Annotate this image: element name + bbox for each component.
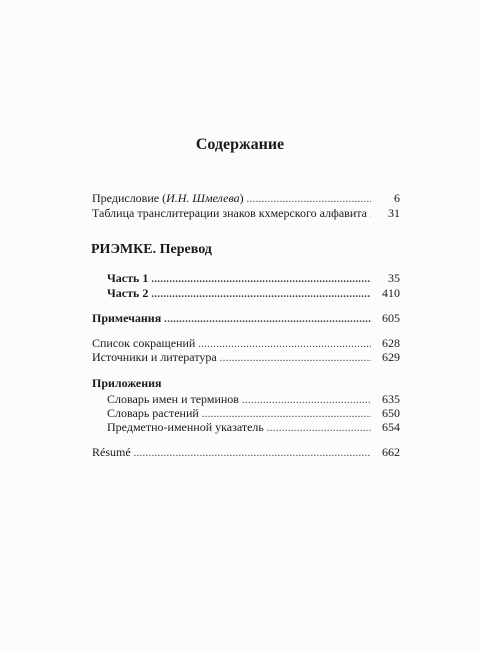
toc-entry-label: Часть 2 [107,286,149,300]
toc-entry-label: Предисловие (И.Н. Шмелева) [92,191,244,205]
toc-page-number: 605 [382,311,400,325]
section-heading-translation: РИЭМКЕ. Перевод [91,242,212,257]
toc-entry-label: Словарь имен и терминов [107,392,239,406]
toc-entry-label: Часть 1 [107,271,149,285]
toc-entry-label: Словарь растений [107,406,199,420]
toc-entry-label: Предметно-именной указатель [107,420,264,434]
section-heading-appendices: Приложения [92,376,162,390]
toc-entry-label: Résumé [92,445,131,459]
leader-dots [134,446,371,462]
toc-page-number: 6 [394,191,400,205]
toc-page-number: 650 [382,406,400,420]
toc-entry-index [107,419,400,435]
toc-entry-part-2 [107,285,400,301]
leader-dots [151,287,371,303]
leader-dots [164,312,371,328]
toc-page-number: 654 [382,420,400,434]
toc-page-number: 410 [382,286,400,300]
toc-page-number: 628 [382,336,400,350]
toc-entry-preface [92,190,400,206]
toc-entry-label: Источники и литература [92,350,217,364]
toc-entry-resume [92,444,400,460]
toc-page-number: 635 [382,392,400,406]
toc-page-number: 629 [382,350,400,364]
toc-entry-notes [92,310,400,326]
toc-page-number: 31 [388,206,400,220]
toc-page-number: 35 [388,271,400,285]
leader-dots [370,207,371,223]
toc-page-number: 662 [382,445,400,459]
leader-dots [267,421,371,437]
leader-dots [220,351,371,367]
toc-entry-sources [92,349,400,365]
page-title: Содержание [195,136,285,153]
toc-entry-label: Список сокращений [92,336,196,350]
toc-entry-transliteration [92,205,400,221]
toc-entry-label: Таблица транслитерации знаков кхмерского алфавита [92,206,367,220]
toc-entry-part-1 [107,270,400,286]
toc-entry-label: Примечания [92,311,162,325]
